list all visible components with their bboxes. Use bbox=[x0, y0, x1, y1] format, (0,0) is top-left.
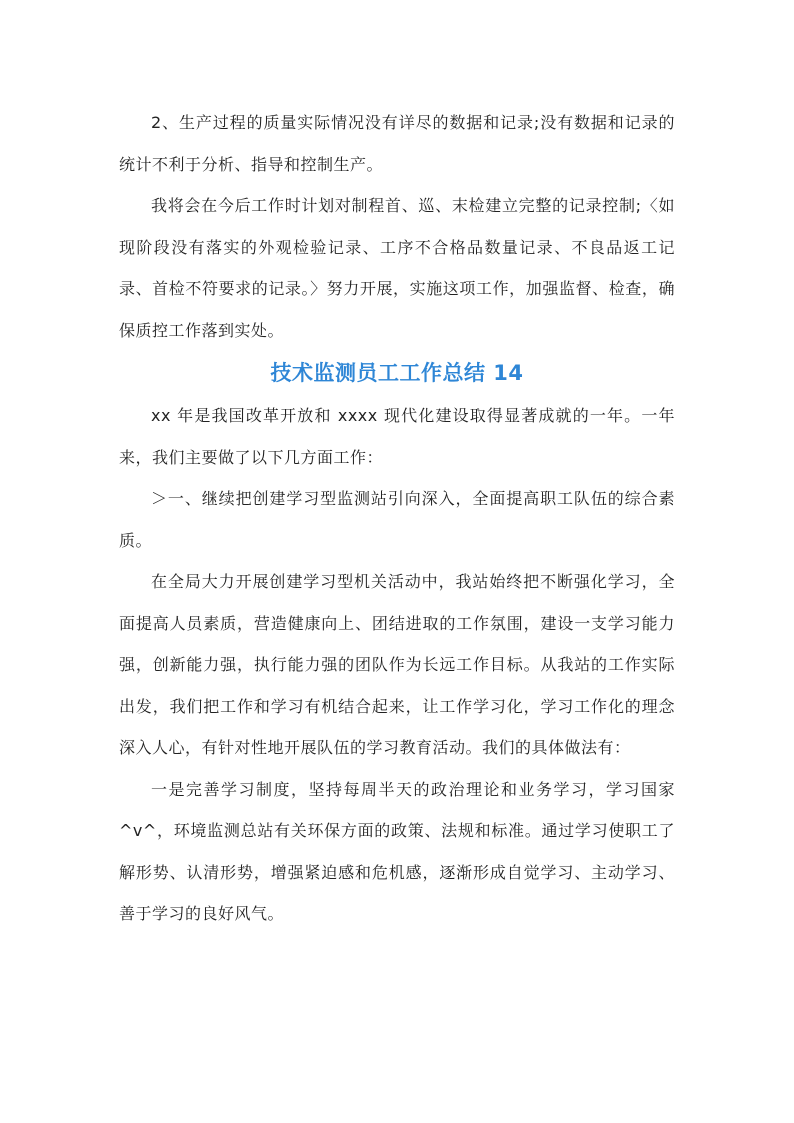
section-heading: 技术监测员工工作总结 14 bbox=[270, 361, 524, 385]
paragraph-inspection-plan: 我将会在今后工作时计划对制程首、巡、末检建立完整的记录控制;〈如现阶段没有落实的外观检验记录、工序不合格品数量记录、不良品返工记录、首检不符要求的记录。〉努力开展，实施这项工作，加强监督、检查，确保质控工作落到实处。 bbox=[119, 196, 675, 340]
paragraph-year-summary: xx 年是我国改革开放和 xxxx 现代化建设取得显著成就的一年。一年来，我们主要做了以下几方面工作： bbox=[119, 406, 675, 467]
paragraph-study-system: 一是完善学习制度，坚持每周半天的政治理论和业务学习，学习国家^v^，环境监测总站有关环保方面的政策、法规和标准。通过学习使职工了解形势、认清形势，增强紧迫感和危机感，逐渐形成自觉学习、主动学习、善于学习的良好风气。 bbox=[119, 779, 675, 923]
document-body bbox=[119, 102, 675, 935]
paragraph-quality-records: 2、生产过程的质量实际情况没有详尽的数据和记录;没有数据和记录的统计不利于分析、指导和控制生产。 bbox=[119, 113, 675, 174]
paragraph-learning-station: ＞一、继续把创建学习型监测站引向深入，全面提高职工队伍的综合素质。 bbox=[119, 489, 675, 550]
paragraph-learning-activities: 在全局大力开展创建学习型机关活动中，我站始终把不断强化学习，全面提高人员素质，营造健康向上、团结进取的工作氛围，建设一支学习能力强，创新能力强，执行能力强的团队作为长远工作目标。从我站的工作实际出发，我们把工作和学习有机结合起来，让工作学习化，学习工作化的理念深入人心，有针对性地开展队伍的学习教育活动。我们的具体做法有： bbox=[119, 572, 675, 757]
